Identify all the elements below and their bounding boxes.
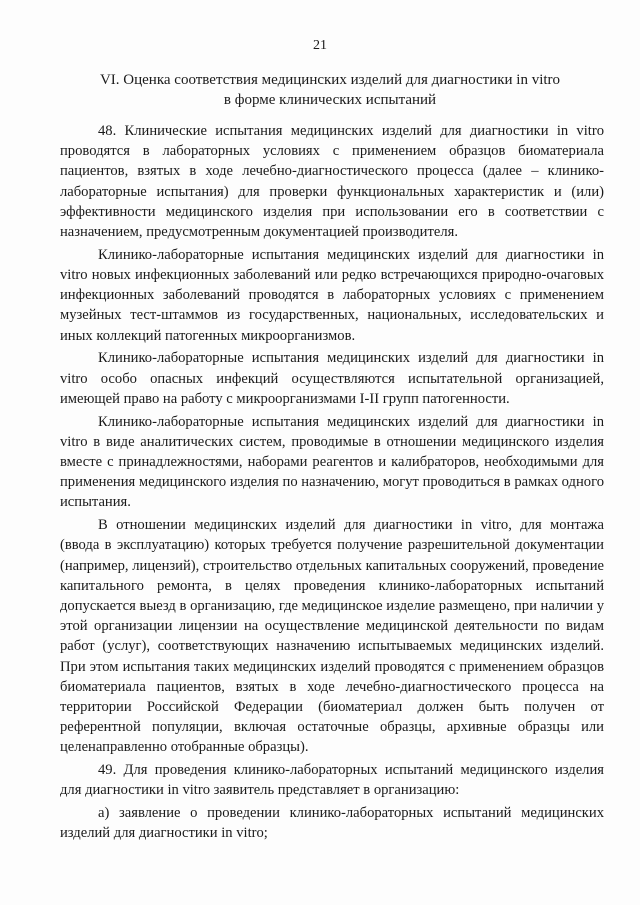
paragraph-dangerous-infections: Клинико-лабораторные испытания медицинских изделий для диагностики in vitro особо опасных инфекций осуществляются испытательной организацией, имеющей право на работу с микроорганизмами I-II групп патогенности. bbox=[60, 350, 604, 407]
section-title-line-1: VI. Оценка соответствия медицинских изделий для диагностики in vitro bbox=[99, 72, 561, 88]
paragraph-49-a: а) заявление о проведении клинико-лабораторных испытаний медицинских изделий для диагностики in vitro; bbox=[60, 805, 604, 842]
paragraph-new-infections: Клинико-лабораторные испытания медицинских изделий для диагностики in vitro новых инфекционных заболеваний или редко встречающихся природно-очаговых инфекционных заболеваний проводятся в лабораторных условиях с применением музейных тест-штаммов из государственных, национальных, исследовательских и иных коллекций патогенных микроорганизмов. bbox=[60, 246, 604, 344]
paragraph-49: 49. Для проведения клинико-лабораторных испытаний медицинского изделия для диагностики in vitro заявитель представляет в организацию: bbox=[60, 762, 604, 799]
section-title bbox=[60, 70, 600, 110]
body-text bbox=[60, 121, 604, 846]
page-number: 21 bbox=[313, 38, 327, 53]
paragraph-analytical-systems: Клинико-лабораторные испытания медицинских изделий для диагностики in vitro в виде аналитических систем, проводимые в отношении медицинского изделия вместе с принадлежностями, наборами реагентов и калибраторов, необходимыми для применения медицинского изделия по назначению, могут проводиться в рамках одного испытания. bbox=[60, 413, 604, 511]
paragraph-48: 48. Клинические испытания медицинских изделий для диагностики in vitro проводятся в лабораторных условиях с применением образцов биоматериала пациентов, взятых в ходе лечебно-диагностического процесса (далее – клинико-лабораторные испытания) для проверки функциональных характеристик и (или) эффективности медицинского изделия при использовании его в соответствии с назначением, предусмотренным документацией производителя. bbox=[60, 123, 604, 241]
section-title-line-2: в форме клинических испытаний bbox=[223, 92, 437, 108]
paragraph-installation: В отношении медицинских изделий для диагностики in vitro, для монтажа (ввода в эксплуатацию) которых требуется получение разрешительной документации (например, лицензий), строительство отдельных капитальных сооружений, проведение капитального ремонта, в целях проведения клинико-лабораторных испытаний допускается выезд в организацию, где медицинское изделие размещено, при наличии у этой организации лицензии на осуществление медицинской деятельности по видам работ (услуг), соответствующих назначению испытываемых медицинских изделий. При этом испытания таких медицинских изделий проводятся с применением образцов биоматериала пациентов, взятых в ходе лечебно-диагностического процесса на территории Российской Федерации (биоматериал должен быть получен от референтной популяции, включая остаточные образцы, архивные образцы или целенаправленно отобранные образцы). bbox=[60, 517, 604, 756]
